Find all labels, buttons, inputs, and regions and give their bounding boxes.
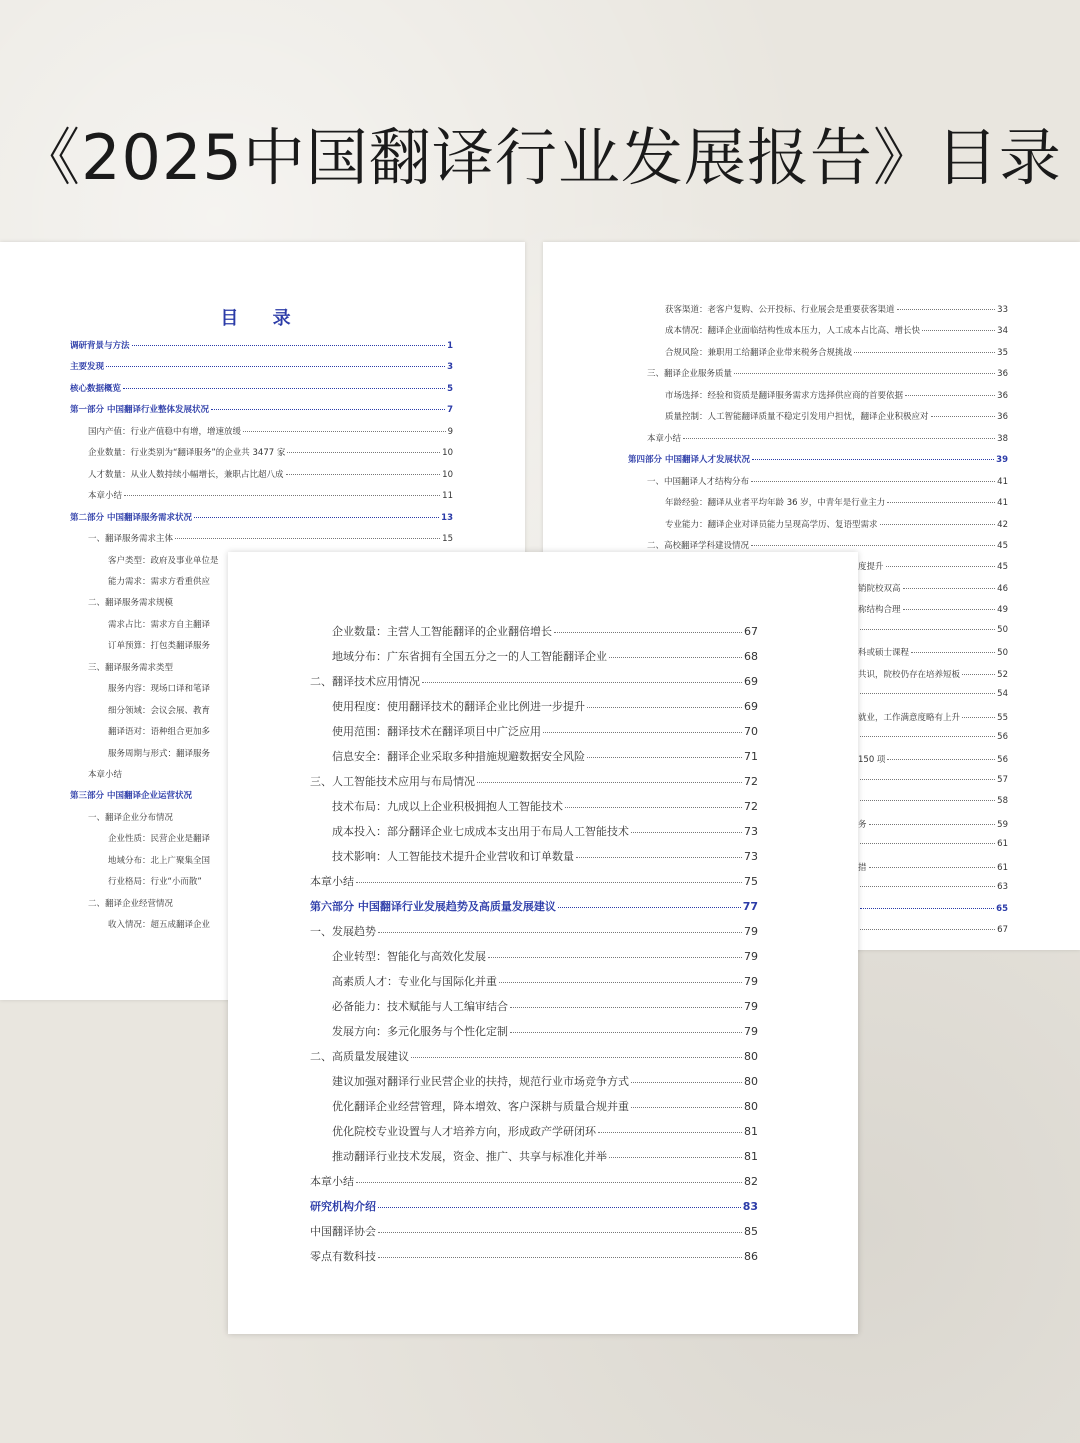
toc-page-number: 58	[997, 796, 1008, 807]
toc-page-number: 11	[442, 491, 453, 502]
dot-leader	[378, 1232, 742, 1233]
toc-page-number: 45	[997, 562, 1008, 573]
toc-page-number: 5	[447, 383, 453, 394]
toc-entry	[858, 732, 1008, 742]
toc-page-number: 80	[744, 1050, 758, 1063]
dot-leader	[132, 345, 446, 346]
dot-leader	[887, 502, 995, 503]
toc-part-entry	[310, 898, 758, 914]
toc-page-number: 80	[744, 1075, 758, 1088]
toc-page-number: 67	[997, 925, 1008, 936]
dot-leader	[897, 309, 996, 310]
dot-leader	[922, 330, 995, 331]
toc-entry	[858, 861, 1008, 873]
toc-entry-title: 二、翻译服务需求规模	[88, 598, 174, 609]
toc-entry-title: 技术布局：九成以上企业积极拥抱人工智能技术	[332, 800, 563, 813]
toc-page-number: 72	[744, 800, 758, 813]
toc-page-number: 50	[997, 624, 1008, 635]
dot-leader	[860, 693, 995, 694]
toc-page-number: 72	[744, 775, 758, 788]
toc-entry-title: 二、高校翻译学科建设情况	[647, 540, 750, 551]
dot-leader	[631, 1107, 742, 1108]
toc-entry	[858, 582, 1008, 594]
dot-leader	[287, 452, 440, 453]
dot-leader	[903, 588, 996, 589]
dot-leader	[194, 517, 439, 518]
dot-leader	[609, 1157, 742, 1158]
toc-entry-title: 150 项	[858, 755, 886, 766]
toc-page-number: 81	[744, 1150, 758, 1163]
toc-entry-title: 三、翻译服务需求类型	[88, 662, 174, 673]
toc-page-number: 39	[996, 455, 1008, 466]
toc-page-number: 49	[997, 605, 1008, 616]
toc-entry	[858, 839, 1008, 849]
toc-page-number: 70	[744, 725, 758, 738]
toc-part-entry	[70, 382, 453, 394]
dot-leader	[565, 807, 742, 808]
toc-entry-title: 本章小结	[310, 1175, 354, 1188]
toc-page-number: 79	[744, 950, 758, 963]
toc-entry	[88, 446, 453, 458]
toc-entry	[88, 425, 453, 437]
toc-entry-title: 获客渠道：老客户复购、公开投标、行业展会是重要获客渠道	[665, 305, 895, 315]
toc-entry-title: 措	[858, 862, 867, 873]
toc-page-number: 68	[744, 650, 758, 663]
toc-page-number: 65	[996, 903, 1008, 914]
toc-entry-title: 中国翻译协会	[310, 1225, 376, 1238]
toc-entry	[858, 711, 1008, 723]
dot-leader	[510, 1032, 742, 1033]
toc-entry	[332, 1098, 758, 1114]
toc-entry	[332, 648, 758, 664]
dot-leader	[854, 352, 995, 353]
toc-page-number: 57	[997, 774, 1008, 785]
toc-entry-title: 本章小结	[310, 875, 354, 888]
toc-entry	[332, 948, 758, 964]
dot-leader	[905, 395, 995, 396]
toc-page-number: 36	[997, 369, 1008, 380]
toc-entry-title: 客户类型：政府及事业单位是	[108, 555, 219, 566]
toc-page-number: 1	[447, 341, 453, 351]
toc-page-number: 54	[997, 689, 1008, 700]
dot-leader	[962, 674, 995, 675]
dot-leader	[869, 867, 996, 868]
toc-entry-title: 第六部分 中国翻译行业发展趋势及高质量发展建议	[310, 900, 556, 913]
dot-leader	[499, 982, 742, 983]
toc-page-number: 85	[744, 1225, 758, 1238]
toc-page-number: 34	[997, 326, 1008, 337]
toc-page-front	[228, 552, 858, 1334]
dot-leader	[175, 538, 440, 539]
dot-leader	[962, 717, 995, 718]
dot-leader	[106, 366, 445, 367]
toc-page-number: 80	[744, 1100, 758, 1113]
toc-entry	[665, 496, 1008, 508]
dot-leader	[860, 779, 995, 780]
dot-leader	[124, 495, 440, 496]
toc-entry-title: 一、翻译企业分布情况	[88, 812, 174, 823]
toc-page-number: 83	[742, 1200, 758, 1213]
toc-entry-title: 本章小结	[647, 433, 682, 444]
toc-entry	[310, 923, 758, 939]
toc-entry	[332, 1148, 758, 1164]
toc-entry-title: 一、中国翻译人才结构分布	[647, 476, 750, 487]
toc-entry-title: 地域分布：广东省拥有全国五分之一的人工智能翻译企业	[332, 650, 607, 663]
toc-entry	[858, 646, 1008, 658]
toc-page-number: 41	[997, 498, 1008, 509]
toc-entry-title: 必备能力：技术赋能与人工编审结合	[332, 1000, 508, 1013]
toc-entry-title: 合规风险：兼职用工给翻译企业带来税务合规挑战	[665, 347, 853, 358]
dot-leader	[880, 524, 996, 525]
dot-leader	[558, 907, 741, 908]
toc-entry	[665, 324, 1008, 336]
toc-part-entry	[70, 339, 453, 351]
toc-entry-title: 收入情况：超五成翻译企业	[108, 920, 211, 931]
toc-entry-title: 企业数量：行业类别为“翻译服务”的企业共 3477 家	[88, 448, 286, 459]
toc-page-number: 33	[997, 305, 1008, 315]
toc-entry	[665, 389, 1008, 401]
toc-entry-title: 核心数据概览	[70, 383, 122, 394]
dot-leader	[683, 438, 995, 439]
toc-page-number: 10	[442, 469, 453, 480]
toc-page-number: 86	[744, 1250, 758, 1263]
toc-entry	[332, 998, 758, 1014]
dot-leader	[903, 609, 996, 610]
toc-page-number: 79	[744, 925, 758, 938]
toc-entry-title: 二、翻译技术应用情况	[310, 675, 420, 688]
dot-leader	[631, 1082, 742, 1083]
toc-part-entry	[70, 511, 453, 523]
toc-entry-title: 优化院校专业设置与人才培养方向，形成政产学研闭环	[332, 1125, 596, 1138]
toc-entry-title: 技术影响：人工智能技术提升企业营收和订单数量	[332, 850, 574, 863]
toc-entry-title: 能力需求：需求方看重供应	[108, 576, 211, 587]
toc-entry	[332, 973, 758, 989]
dot-leader	[378, 932, 742, 933]
toc-entry	[858, 625, 1008, 635]
toc-entry	[88, 532, 453, 544]
toc-page-number: 36	[997, 412, 1008, 423]
toc-entry	[310, 1048, 758, 1064]
toc-entry-title: 第一部分 中国翻译行业整体发展状况	[70, 405, 209, 416]
toc-entry-title: 二、翻译企业经营情况	[88, 898, 174, 909]
toc-page-number: 75	[744, 875, 758, 888]
dot-leader	[860, 800, 995, 801]
toc-entry	[858, 668, 1008, 680]
dot-leader	[356, 882, 742, 883]
toc-entry	[310, 773, 758, 789]
toc-entry	[332, 623, 758, 639]
toc-page-number: 42	[997, 519, 1008, 530]
dot-leader	[243, 431, 446, 432]
toc-entry	[332, 823, 758, 839]
toc-entry	[332, 1123, 758, 1139]
toc-page-number: 59	[997, 819, 1008, 830]
dot-leader	[734, 373, 995, 374]
toc-page-number: 82	[744, 1175, 758, 1188]
toc-entry	[858, 882, 1008, 892]
toc-entry	[858, 796, 1008, 806]
toc-entry	[858, 818, 1008, 830]
dot-leader	[751, 545, 995, 546]
toc-entry-title: 成本情况：翻译企业面临结构性成本压力，人工成本占比高、增长快	[665, 326, 921, 337]
toc-entry-title: 第四部分 中国翻译人才发展状况	[628, 455, 750, 466]
toc-entry-title: 专业能力：翻译企业对译员能力呈现高学历、复语型需求	[665, 519, 878, 530]
toc-page-number: 46	[997, 583, 1008, 594]
toc-page-number: 67	[744, 625, 758, 638]
toc-page-number: 35	[997, 347, 1008, 358]
toc-entry-title: 翻译语对：语种组合更加多	[108, 727, 211, 738]
toc-page-number: 56	[997, 755, 1008, 766]
toc-entry-title: 一、发展趋势	[310, 925, 376, 938]
toc-entry-title: 质量控制：人工智能翻译质量不稳定引发用户担忧，翻译企业积极应对	[665, 412, 929, 423]
toc-entry-title: 第三部分 中国翻译企业运营状况	[70, 791, 192, 802]
toc-entry-title: 市场选择：经验和资质是翻译服务需求方选择供应商的首要依据	[665, 390, 904, 401]
toc-entry-title: 使用程度：使用翻译技术的翻译企业比例进一步提升	[332, 700, 585, 713]
toc-page-number: 38	[997, 433, 1008, 444]
toc-entry-title: 第二部分 中国翻译服务需求状况	[70, 512, 192, 523]
toc-entry-title: 度提升	[858, 562, 884, 573]
toc-entry	[332, 1023, 758, 1039]
toc-entry-title: 信息安全：翻译企业采取多种措施规避数据安全风险	[332, 750, 585, 763]
dot-leader	[911, 652, 995, 653]
dot-leader	[510, 1007, 742, 1008]
toc-entry-title: 就业，工作满意度略有上升	[858, 712, 961, 723]
toc-part-entry	[70, 403, 453, 415]
toc-entry	[332, 698, 758, 714]
dot-leader	[860, 843, 995, 844]
toc-entry-title: 行业格局：行业“小而散”	[108, 877, 202, 888]
toc-entry-title: 使用范围：翻译技术在翻译项目中广泛应用	[332, 725, 541, 738]
dot-leader	[860, 629, 995, 630]
toc-entry	[858, 689, 1008, 699]
dot-leader	[123, 388, 445, 389]
toc-entry	[310, 1248, 758, 1264]
toc-entry-title: 三、人工智能技术应用与布局情况	[310, 775, 475, 788]
toc-page-number: 63	[997, 882, 1008, 893]
toc-page-number: 79	[744, 1025, 758, 1038]
dot-leader	[752, 459, 994, 460]
dot-leader	[378, 1257, 742, 1258]
dot-leader	[422, 682, 742, 683]
toc-entry-title: 发展方向：多元化服务与个性化定制	[332, 1025, 508, 1038]
toc-entry	[665, 346, 1008, 358]
toc-page-number: 79	[744, 975, 758, 988]
toc-page-number: 13	[441, 512, 453, 523]
toc-entry-title: 优化翻译企业经营管理，降本增效、客户深耕与质量合规并重	[332, 1100, 629, 1113]
toc-entry	[647, 475, 1008, 487]
toc-part-entry	[858, 904, 1008, 914]
dot-leader	[860, 908, 994, 909]
toc-entry	[332, 723, 758, 739]
toc-heading: 目 录	[220, 308, 305, 329]
dot-leader	[488, 957, 742, 958]
dot-leader	[887, 759, 995, 760]
dot-leader	[631, 832, 742, 833]
dot-leader	[211, 409, 445, 410]
toc-part-entry	[628, 453, 1008, 465]
toc-page-number: 69	[744, 675, 758, 688]
page-title: 《2025中国翻译行业发展报告》目录	[18, 121, 1062, 194]
toc-entry-title: 三、翻译企业服务质量	[647, 369, 733, 380]
toc-page-number: 61	[997, 862, 1008, 873]
toc-entry	[310, 673, 758, 689]
dot-leader	[356, 1182, 742, 1183]
toc-page-number: 9	[447, 426, 453, 437]
toc-entry-title: 研究机构介绍	[310, 1200, 376, 1213]
toc-entry-title: 零点有数科技	[310, 1250, 376, 1263]
toc-page-number: 73	[744, 850, 758, 863]
toc-part-entry	[310, 1198, 758, 1214]
dot-leader	[751, 481, 995, 482]
dot-leader	[554, 632, 742, 633]
toc-page-number: 61	[997, 839, 1008, 850]
toc-entry	[858, 775, 1008, 785]
dot-leader	[411, 1057, 742, 1058]
toc-page-number: 3	[447, 362, 453, 373]
toc-entry-title: 服务内容：现场口译和笔译	[108, 684, 211, 695]
dot-leader	[587, 707, 742, 708]
toc-entry	[647, 367, 1008, 379]
dot-leader	[587, 757, 742, 758]
toc-entry-title: 务	[858, 819, 867, 830]
toc-entry-title: 国内产值：行业产值稳中有增，增速放缓	[88, 426, 242, 437]
toc-page-number: 56	[997, 732, 1008, 742]
toc-page-number: 36	[997, 390, 1008, 401]
toc-entry-title: 科或硕士课程	[858, 648, 910, 659]
toc-page-number: 73	[744, 825, 758, 838]
toc-entry-title: 推动翻译行业技术发展，资金、推广、共享与标准化并举	[332, 1150, 607, 1163]
dot-leader	[860, 886, 995, 887]
toc-page-number: 50	[997, 648, 1008, 659]
toc-entry-title: 二、高质量发展建议	[310, 1050, 409, 1063]
toc-entry	[310, 873, 758, 889]
toc-entry-title: 企业数量：主营人工智能翻译的企业翻倍增长	[332, 625, 552, 638]
toc-entry-title: 服务周期与形式：翻译服务	[108, 748, 211, 759]
toc-entry-title: 共识，院校仍存在培养短板	[858, 669, 961, 680]
toc-part-entry	[70, 360, 453, 372]
toc-entry-title: 成本投入：部分翻译企业七成成本支出用于布局人工智能技术	[332, 825, 629, 838]
toc-entry	[310, 1223, 758, 1239]
dot-leader	[860, 929, 995, 930]
toc-entry-title: 人才数量：从业人数持续小幅增长，兼职占比超八成	[88, 469, 284, 480]
toc-entry	[665, 518, 1008, 530]
toc-entry-title: 地域分布：北上广聚集全国	[108, 855, 211, 866]
dot-leader	[609, 657, 742, 658]
dot-leader	[286, 474, 441, 475]
dot-leader	[860, 736, 995, 737]
toc-page-number: 81	[744, 1125, 758, 1138]
toc-page-number: 69	[744, 700, 758, 713]
toc-entry-title: 细分领域：会议会展、教育	[108, 705, 211, 716]
dot-leader	[598, 1132, 742, 1133]
toc-entry-title: 需求占比：需求方自主翻译	[108, 619, 211, 630]
toc-page-number: 77	[742, 900, 758, 913]
toc-entry	[858, 560, 1008, 572]
toc-entry	[665, 303, 1008, 315]
dot-leader	[869, 824, 996, 825]
toc-page-number: 55	[997, 712, 1008, 723]
dot-leader	[543, 732, 742, 733]
toc-page-number: 41	[997, 476, 1008, 487]
toc-entry	[647, 539, 1008, 551]
toc-entry-title: 主要发现	[70, 362, 105, 373]
toc-entry-title: 企业性质：民营企业是翻译	[108, 834, 211, 845]
toc-entry-title: 高素质人才：专业化与国际化并重	[332, 975, 497, 988]
toc-entry-title: 称结构合理	[858, 605, 901, 616]
toc-page-number: 79	[744, 1000, 758, 1013]
dot-leader	[886, 566, 996, 567]
toc-entry-title: 调研背景与方法	[70, 341, 130, 351]
toc-entry	[665, 410, 1008, 422]
dot-leader	[477, 782, 742, 783]
dot-leader	[378, 1207, 741, 1208]
toc-page-number: 15	[442, 534, 453, 545]
toc-page-number: 71	[744, 750, 758, 763]
toc-page-number: 10	[442, 448, 453, 459]
toc-page-number: 7	[447, 405, 453, 416]
dot-leader	[931, 416, 996, 417]
toc-page-number: 45	[997, 540, 1008, 551]
toc-entry-title: 建议加强对翻译行业民营企业的扶持，规范行业市场竞争方式	[332, 1075, 629, 1088]
toc-entry-title: 本章小结	[88, 770, 123, 780]
toc-entry-title: 一、翻译服务需求主体	[88, 534, 174, 545]
dot-leader	[576, 857, 742, 858]
toc-entry	[332, 748, 758, 764]
toc-entry-title: 本章小结	[88, 491, 123, 502]
toc-entry	[332, 798, 758, 814]
toc-entry	[332, 1073, 758, 1089]
toc-entry-title: 销院校双高	[858, 583, 901, 594]
toc-entry-title: 企业转型：智能化与高效化发展	[332, 950, 486, 963]
toc-entry	[332, 848, 758, 864]
toc-entry	[858, 753, 1008, 765]
toc-entry	[310, 1173, 758, 1189]
toc-entry-title: 年龄经验：翻译从业者平均年龄 36 岁，中青年是行业主力	[665, 498, 886, 509]
toc-page-number: 52	[997, 669, 1008, 680]
toc-entry	[858, 603, 1008, 615]
toc-entry-title: 订单预算：打包类翻译服务	[108, 641, 211, 652]
toc-entry	[88, 489, 453, 501]
toc-entry	[88, 468, 453, 480]
toc-entry	[858, 925, 1008, 935]
toc-entry	[647, 432, 1008, 444]
